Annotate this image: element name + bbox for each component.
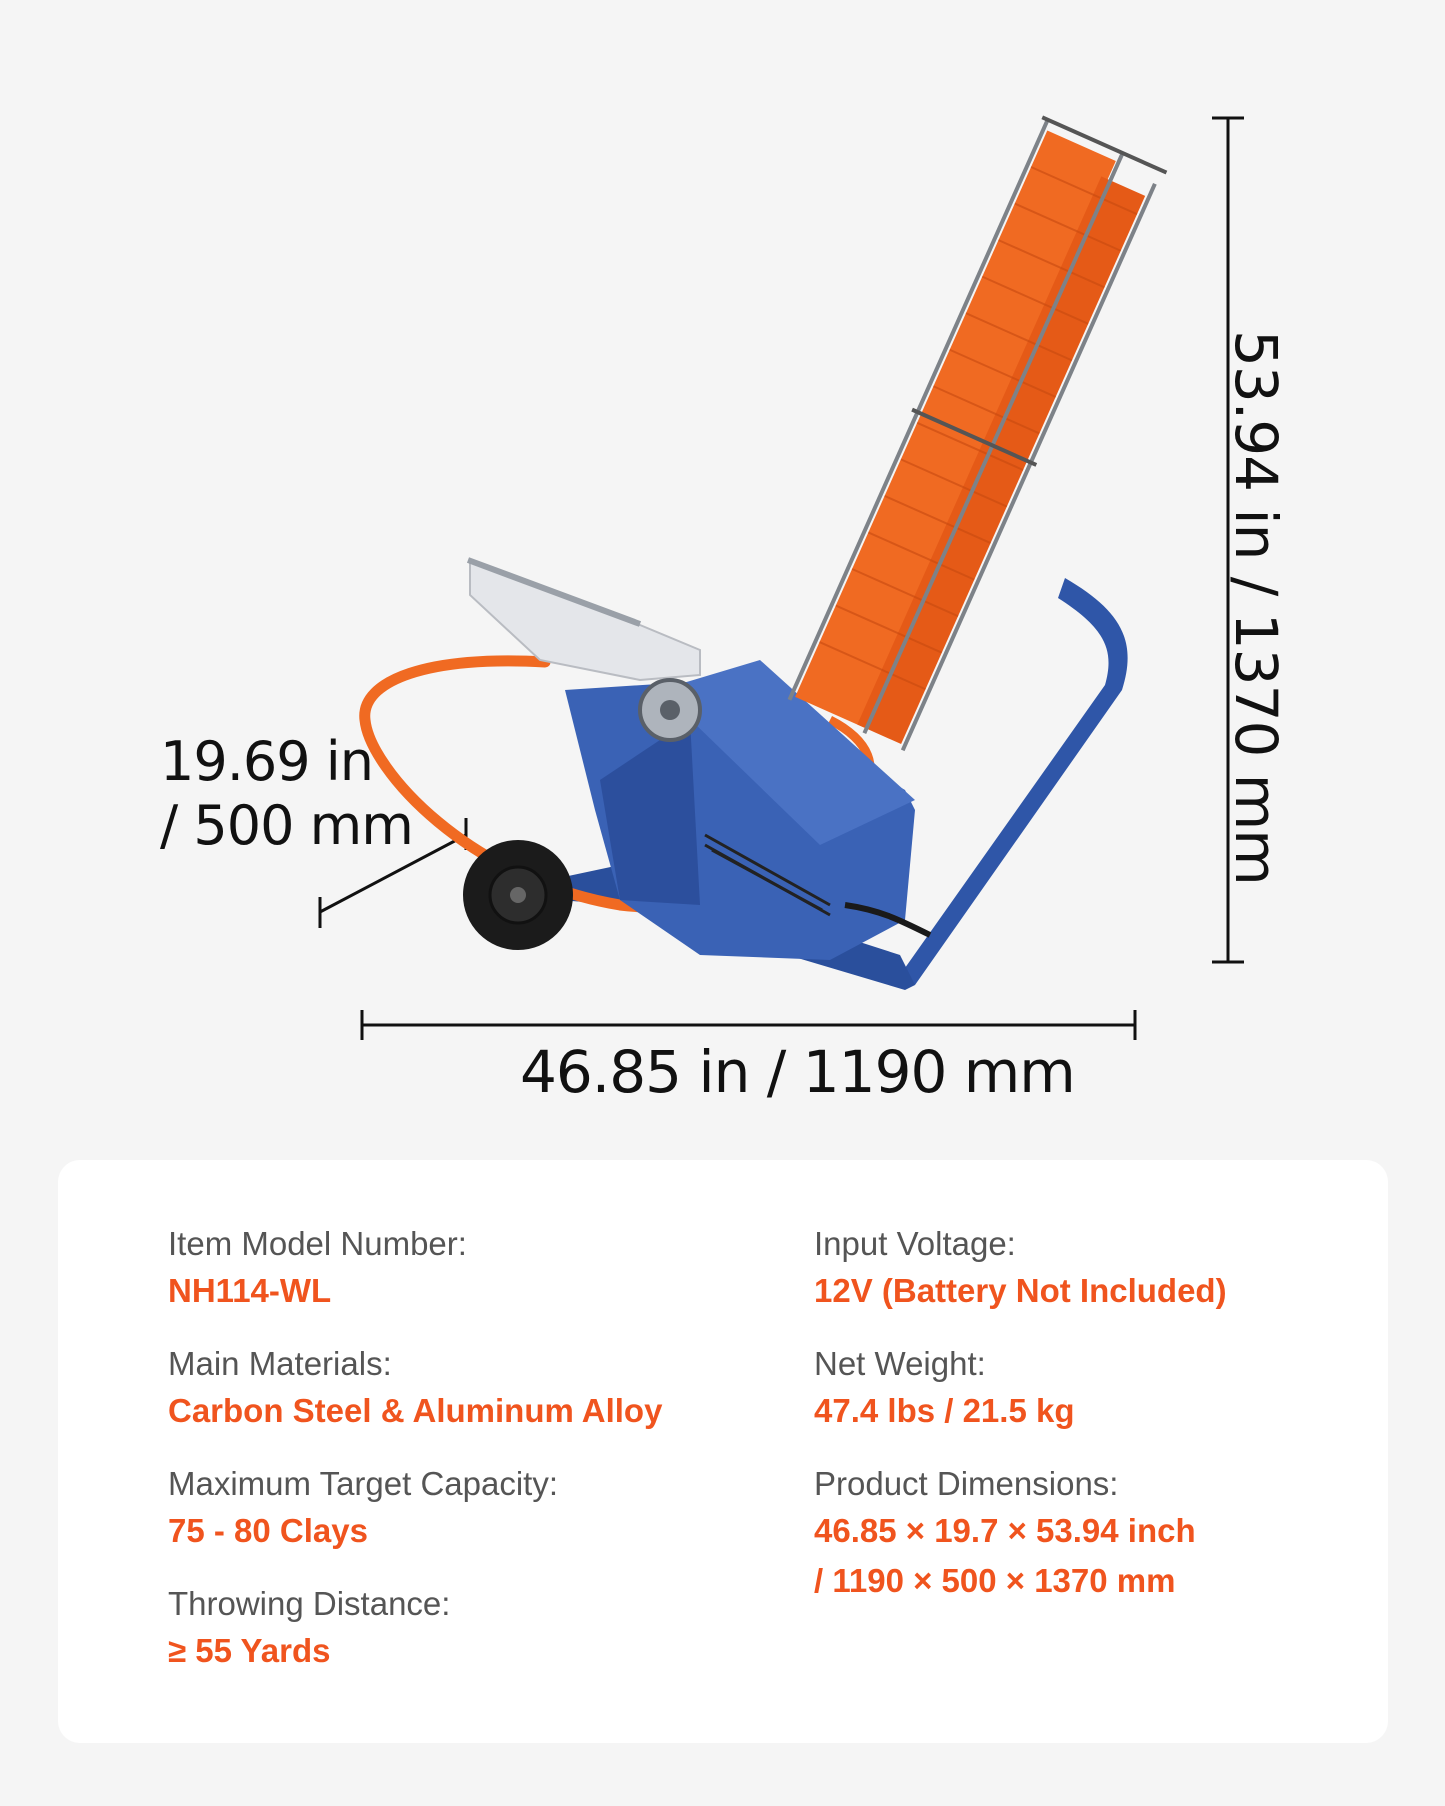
specs-right-column (814, 1222, 1227, 1632)
spec-label: Net Weight: (814, 1345, 986, 1382)
specs-left-column (168, 1222, 662, 1702)
depth-dimension-line1: 19.69 in (160, 730, 373, 793)
spec-value-secondary: / 1190 × 500 × 1370 mm (814, 1562, 1176, 1599)
width-dimension-line (362, 1010, 1135, 1040)
spec-value: NH114-WL (168, 1272, 332, 1309)
spec-label: Main Materials: (168, 1345, 392, 1382)
spec-label: Input Voltage: (814, 1225, 1016, 1262)
spec-item-throwing-distance (168, 1582, 662, 1676)
width-dimension-label: 46.85 in / 1190 mm (520, 1038, 1075, 1106)
depth-dimension-line2: / 500 mm (160, 794, 413, 857)
spec-item-input-voltage (814, 1222, 1227, 1316)
depth-dimension-label (160, 730, 413, 858)
spec-item-net-weight (814, 1342, 1227, 1436)
spec-label: Maximum Target Capacity: (168, 1465, 559, 1502)
spec-item-main-materials (168, 1342, 662, 1436)
spec-value: 12V (Battery Not Included) (814, 1272, 1227, 1309)
spec-item-target-capacity (168, 1462, 662, 1556)
spec-item-product-dimensions (814, 1462, 1227, 1606)
height-dimension-label: 53.94 in / 1370 mm (1222, 330, 1290, 885)
spec-item-model-number (168, 1222, 662, 1316)
spec-value: Carbon Steel & Aluminum Alloy (168, 1392, 663, 1429)
specifications-card (58, 1160, 1388, 1743)
spec-value: 47.4 lbs / 21.5 kg (814, 1392, 1075, 1429)
spec-value: 46.85 × 19.7 × 53.94 inch (814, 1512, 1196, 1549)
spec-value: ≥ 55 Yards (168, 1632, 331, 1669)
spec-label: Throwing Distance: (168, 1585, 451, 1622)
spec-label: Item Model Number: (168, 1225, 467, 1262)
spec-value: 75 - 80 Clays (168, 1512, 368, 1549)
wheel (463, 840, 573, 950)
spec-label: Product Dimensions: (814, 1465, 1119, 1502)
